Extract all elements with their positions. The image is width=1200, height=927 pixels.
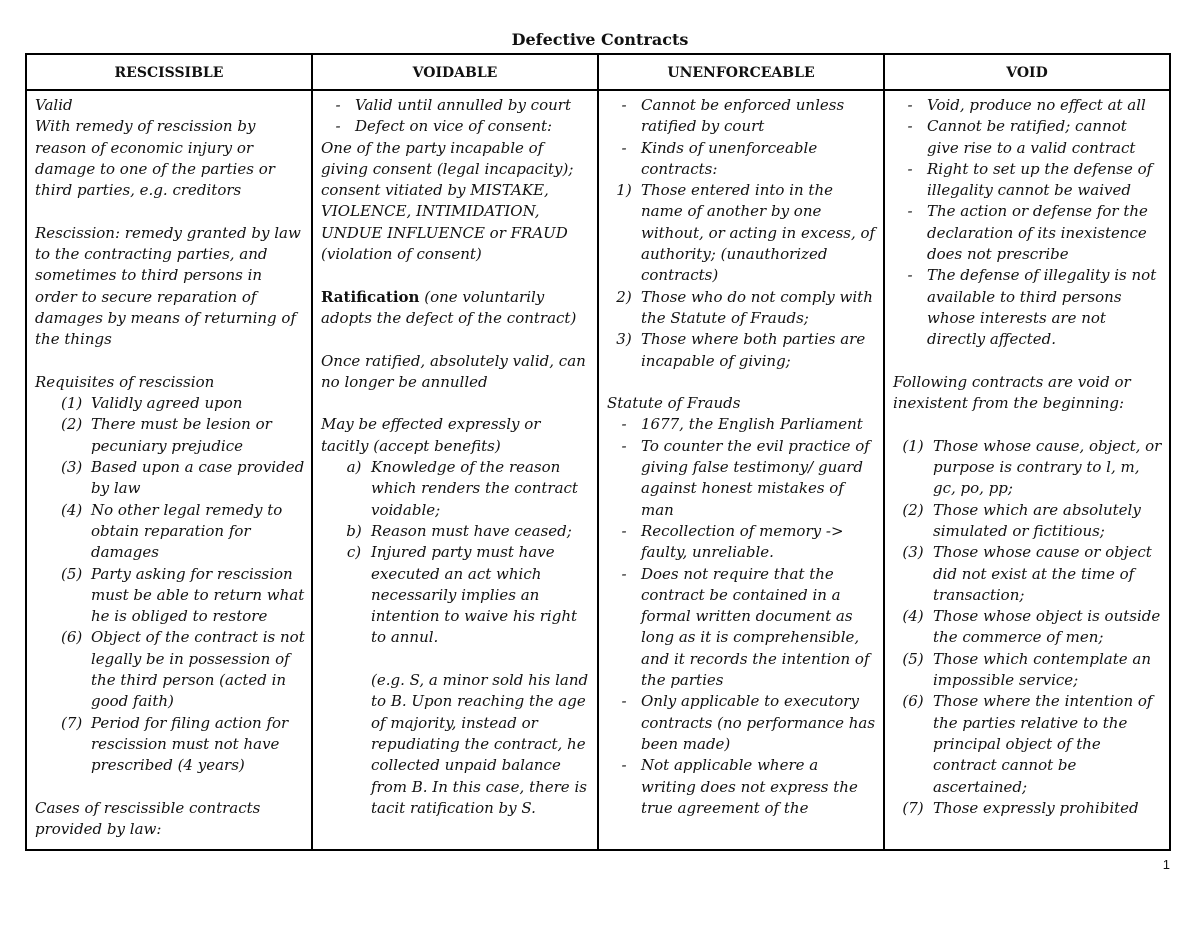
list-item: - Not applicable where a writing does not express the true agreement of the: [621, 756, 858, 817]
list-item: - Cannot be enforced unless ratified by court: [621, 96, 845, 136]
list-item: - Valid until annulled by court: [335, 96, 571, 114]
requisites-list: [35, 393, 305, 776]
column-header: VOID: [885, 55, 1169, 91]
column-header: RESCISSIBLE: [27, 55, 311, 91]
consent-text: One of the party incapable of giving consent (legal incapacity); consent vitiated by MISTAKE, VIOLENCE, INTIMIDATION, UNDUE INFLUENCE or FRAUD (violation of consent): [321, 138, 574, 264]
list-item: - The defense of illegality is not available to third persons whose interests are not directly affected.: [907, 266, 1157, 349]
page-number: 1: [1162, 857, 1170, 872]
ratification-paragraph: Ratification (one voluntarily adopts the defect of the contract): [321, 287, 577, 327]
cases-heading: Cases of rescissible contracts provided by law:: [35, 798, 261, 839]
list-item: (1) Validly agreed upon: [61, 394, 243, 413]
list-item: - To counter the evil practice of giving false testimony/ guard against honest mistakes of man: [621, 436, 870, 519]
list-item: c) Injured party must have executed an act which necessarily implies an intention to waive his right to annul.: [346, 543, 578, 647]
list-item: - The action or defense for the declaration of its inexistence does not prescribe: [907, 202, 1148, 264]
text-line: Valid: [35, 96, 73, 114]
requisites-heading: Requisites of rescission: [35, 372, 215, 391]
list-item: 3) Those where both parties are incapable of giving;: [616, 330, 866, 370]
column-header: VOIDABLE: [313, 55, 597, 91]
list-item: a) Knowledge of the reason which renders the contract voidable;: [346, 458, 578, 519]
list-item: b) Reason must have ceased;: [346, 521, 572, 540]
contracts-table: [25, 53, 1171, 851]
list-item: - Kinds of unenforceable contracts:: [621, 138, 818, 178]
column-header: UNENFORCEABLE: [599, 55, 883, 91]
rescission-definition: Rescission: remedy granted by law to the contracting parties, and sometimes to third persons in order to secure reparation of damages by means of returning of the things: [35, 223, 301, 349]
example-text: (e.g. S, a minor sold his land to B. Upon reaching the age of majority, instead or repudiating the contract, he collected unpaid balance from B. In this case, there is tacit ratification by S.: [371, 671, 589, 817]
list-item: (5) Those which contemplate an impossible service;: [902, 649, 1152, 690]
list-item: - 1677, the English Parliament: [621, 415, 863, 434]
list-item: (5) Party asking for rescission must be able to return what he is obliged to restore: [61, 564, 305, 626]
list-item: (6) Those where the intention of the parties relative to the principal object of the contract cannot be ascertained;: [902, 692, 1153, 796]
text-paragraph: With remedy of rescission by reason of economic injury or damage to one of the parties or third parties, e.g. creditors: [35, 117, 275, 200]
statute-heading: Statute of Frauds: [607, 394, 741, 413]
column-rescissible: [27, 55, 313, 849]
column-body: [27, 91, 311, 849]
column-body: [885, 91, 1169, 849]
conditions-list: [321, 457, 591, 819]
column-unenforceable: [599, 55, 885, 849]
list-item: - Right to set up the defense of illegality cannot be waived: [907, 159, 1153, 200]
list-item: - Cannot be ratified; cannot give rise to a valid contract: [907, 117, 1136, 157]
effected-text: May be effected expressly or tacitly (accept benefits): [321, 415, 541, 455]
list-item: (6) Object of the contract is not legally be in possession of the third person (acted in good faith): [61, 628, 305, 711]
once-ratified-text: Once ratified, absolutely valid, can no longer be annulled: [321, 351, 586, 391]
list-item: - Recollection of memory -> faulty, unreliable.: [621, 521, 844, 562]
list-item: (2) Those which are absolutely simulated or fictitious;: [902, 500, 1141, 540]
list-item: (4) Those whose object is outside the commerce of men;: [902, 607, 1161, 647]
ratification-label: Ratification: [321, 287, 420, 306]
column-void: [885, 55, 1169, 849]
list-item: 2) Those who do not comply with the Statute of Frauds;: [616, 287, 873, 327]
list-item: (7) Period for filing action for rescission must not have prescribed (4 years): [61, 713, 289, 775]
following-text: Following contracts are void or inexistent from the beginning:: [893, 372, 1131, 413]
list-item: 1) Those entered into in the name of another by one without, or acting in excess, of authority; (unauthorized contracts): [616, 181, 876, 285]
document-title: Defective Contracts: [511, 30, 689, 49]
column-voidable: [313, 55, 599, 849]
column-body: [313, 91, 597, 849]
list-item: - Void, produce no effect at all: [907, 96, 1146, 114]
list-item: (4) No other legal remedy to obtain reparation for damages: [61, 500, 283, 562]
list-item: (2) There must be lesion or pecuniary prejudice: [61, 415, 272, 455]
list-item: (3) Based upon a case provided by law: [61, 458, 305, 498]
list-item: - Defect on vice of consent:: [335, 117, 553, 136]
list-item: (3) Those whose cause or object did not exist at the time of transaction;: [902, 543, 1152, 604]
list-item: - Does not require that the contract be contained in a formal written document as long as it is comprehensible, and it records the intention of the parties: [621, 564, 870, 690]
list-item: - Only applicable to executory contracts (no performance has been made): [621, 692, 876, 753]
column-body: [599, 91, 883, 849]
list-item: (1) Those whose cause, object, or purpose is contrary to l, m, gc, po, pp;: [902, 436, 1162, 498]
list-item: (7) Those expressly prohibited: [902, 798, 1139, 817]
